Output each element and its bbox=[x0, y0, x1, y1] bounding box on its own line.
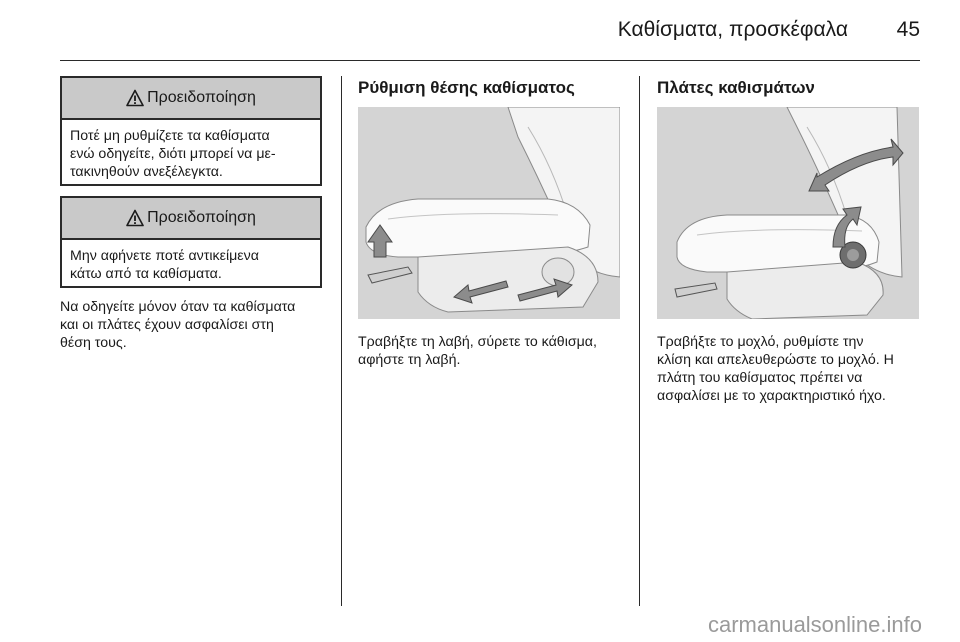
section-title-seat-position: Ρύθμιση θέσης καθίσματος bbox=[358, 78, 575, 97]
warning-box-2 bbox=[60, 196, 322, 288]
text-line: πλάτη του καθίσματος πρέπει να bbox=[657, 370, 863, 386]
text-line: ενώ οδηγείτε, διότι μπορεί να με- bbox=[70, 146, 276, 162]
seat-lock-paragraph bbox=[60, 298, 330, 352]
text-line: Μην αφήνετε ποτέ αντικείμενα bbox=[70, 248, 259, 264]
text-line: κάτω από τα καθίσματα. bbox=[70, 266, 222, 282]
column-divider-left bbox=[341, 76, 342, 606]
warning-text bbox=[62, 240, 320, 291]
text-line: αφήστε τη λαβή. bbox=[358, 352, 461, 368]
text-line: Τραβήξτε τη λαβή, σύρετε το κάθισμα, bbox=[358, 334, 597, 350]
backrest-illustration bbox=[657, 107, 919, 319]
text-line: ασφαλίσει με το χαρακτηριστικό ήχο. bbox=[657, 388, 886, 404]
text-line: τακινηθούν ανεξέλεγκτα. bbox=[70, 164, 223, 180]
warning-box-header bbox=[62, 198, 320, 240]
watermark: carmanualsonline.info bbox=[707, 612, 922, 637]
text-line: και οι πλάτες έχουν ασφαλίσει στη bbox=[60, 317, 274, 333]
warning-box-1 bbox=[60, 76, 322, 186]
warning-triangle-icon bbox=[126, 209, 144, 227]
page-header-title: Καθίσματα, προσκέφαλα bbox=[617, 18, 848, 41]
backrest-caption bbox=[657, 333, 932, 405]
warning-box-header bbox=[62, 78, 320, 120]
text-line: Να οδηγείτε μόνον όταν τα καθίσματα bbox=[60, 299, 296, 315]
warning-title: Προειδοποίηση bbox=[147, 209, 256, 226]
seat-position-illustration bbox=[358, 107, 620, 319]
header-rule bbox=[60, 60, 920, 61]
warning-title: Προειδοποίηση bbox=[147, 89, 256, 106]
text-line: Ποτέ μη ρυθμίζετε τα καθίσματα bbox=[70, 128, 270, 144]
warning-triangle-icon bbox=[126, 89, 144, 107]
seat-position-caption bbox=[358, 333, 633, 369]
backrest-recline-drawing bbox=[657, 107, 919, 319]
text-line: Τραβήξτε το μοχλό, ρυθμίστε την bbox=[657, 334, 864, 350]
text-line: κλίση και απελευθερώστε το μοχλό. Η bbox=[657, 352, 894, 368]
section-title-seat-backrests: Πλάτες καθισμάτων bbox=[657, 78, 815, 97]
text-line: θέση τους. bbox=[60, 335, 127, 351]
column-divider-right bbox=[639, 76, 640, 606]
page-number: 45 bbox=[896, 18, 920, 41]
warning-text bbox=[62, 120, 320, 189]
seat-slide-drawing bbox=[358, 107, 620, 319]
